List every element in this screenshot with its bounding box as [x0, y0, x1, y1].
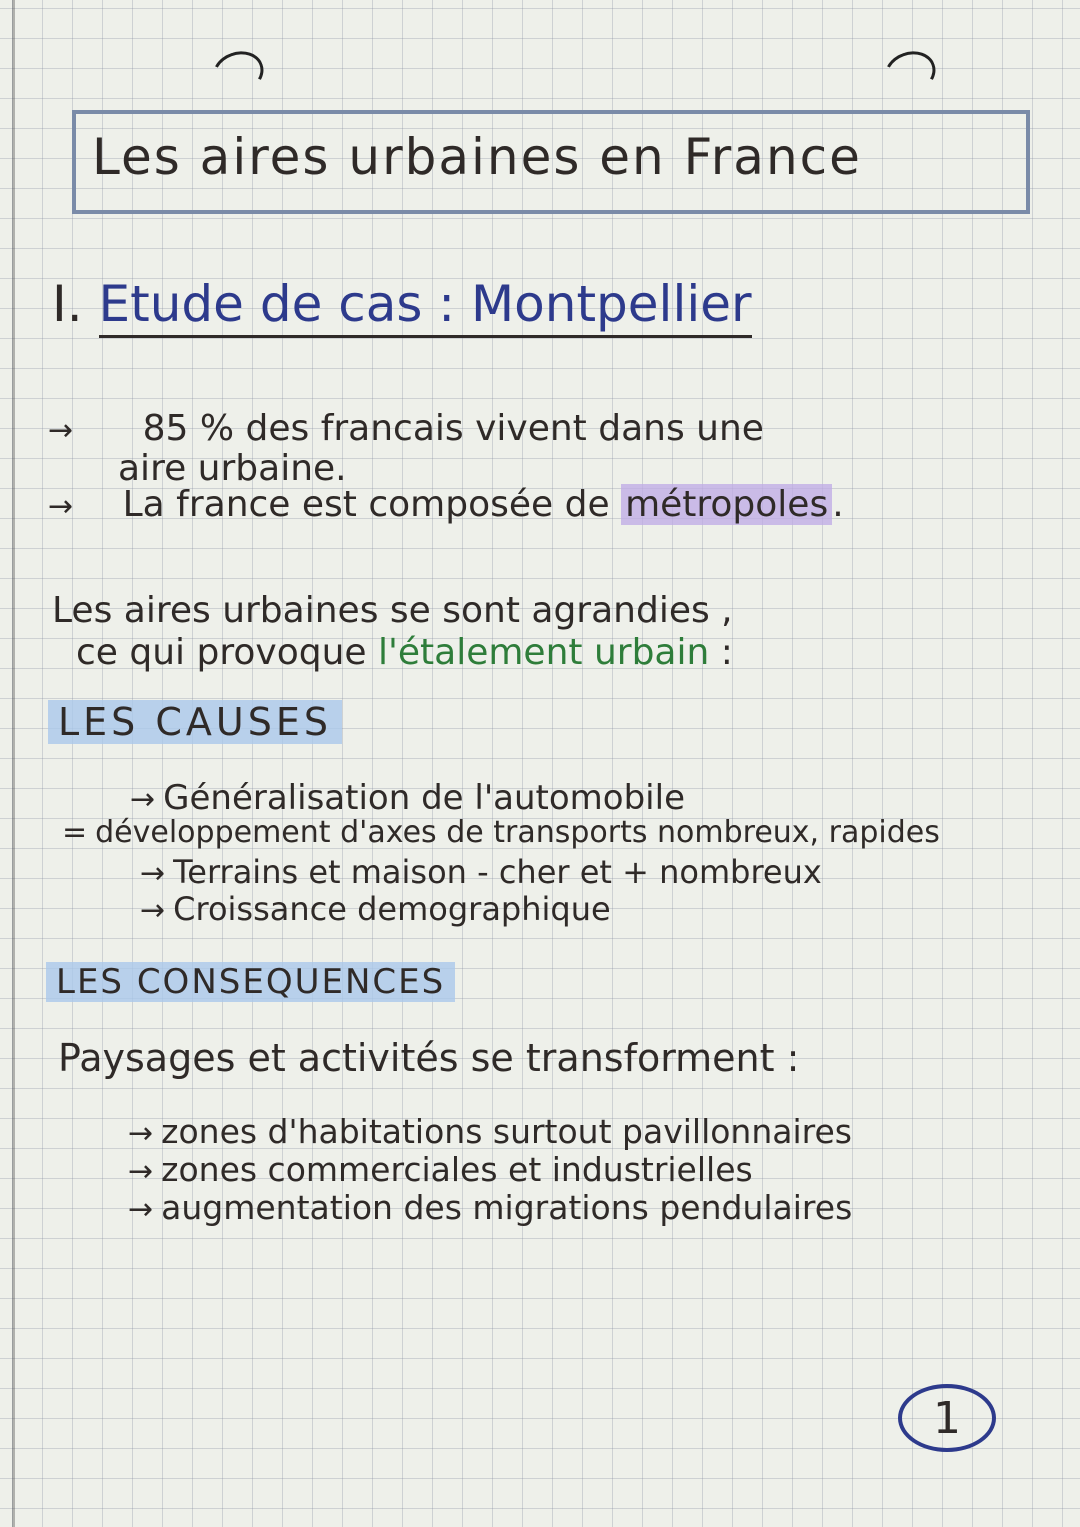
intro-line-3: → La france est composée de métropoles .: [48, 484, 844, 525]
consequence-item-1: → zones d'habitations surtout pavillonnaires: [128, 1112, 852, 1151]
cause-item-1: → Généralisation de l'automobile: [130, 778, 685, 818]
paragraph-line-1: Les aires urbaines se sont agrandies ,: [52, 590, 733, 631]
consequence-item-3: → augmentation des migrations pendulaires: [128, 1188, 853, 1227]
paragraph-line-2: ce qui provoque l'étalement urbain :: [76, 632, 733, 673]
arrow-icon: →: [128, 1192, 154, 1227]
arrow-icon: →: [140, 893, 166, 928]
arrow-icon: →: [140, 856, 166, 891]
highlight-etalement: l'étalement urbain: [377, 632, 710, 673]
cause-item-4: → Croissance demographique: [140, 890, 611, 928]
cause-item-3: → Terrains et maison - cher et + nombreux: [140, 853, 822, 891]
page-number: 1: [898, 1384, 996, 1452]
intro-line-1: → 85 % des francais vivent dans une: [48, 408, 764, 449]
arrow-icon: →: [130, 782, 156, 817]
arrow-icon: →: [48, 413, 74, 448]
binder-hole-right: [878, 44, 941, 101]
consequences-intro: Paysages et activités se transforment :: [58, 1036, 800, 1080]
arrow-icon: →: [48, 489, 74, 524]
section-heading: [52, 275, 752, 333]
causes-heading: LES CAUSES: [48, 700, 342, 744]
consequence-item-2: → zones commerciales et industrielles: [128, 1150, 753, 1189]
intro-line-2: aire urbaine.: [118, 448, 347, 489]
arrow-icon: →: [128, 1154, 154, 1189]
highlight-metropoles: métropoles: [621, 484, 832, 525]
cause-item-2: = développement d'axes de transports nombreux, rapides: [62, 815, 940, 850]
section-number: I.: [52, 275, 83, 333]
arrow-icon: →: [128, 1116, 154, 1151]
page-title: Les aires urbaines en France: [92, 128, 862, 186]
consequences-heading: LES CONSEQUENCES: [46, 962, 455, 1002]
margin-line: [12, 0, 15, 1527]
binder-hole-left: [206, 44, 269, 101]
section-title: Etude de cas : Montpellier: [99, 275, 752, 338]
